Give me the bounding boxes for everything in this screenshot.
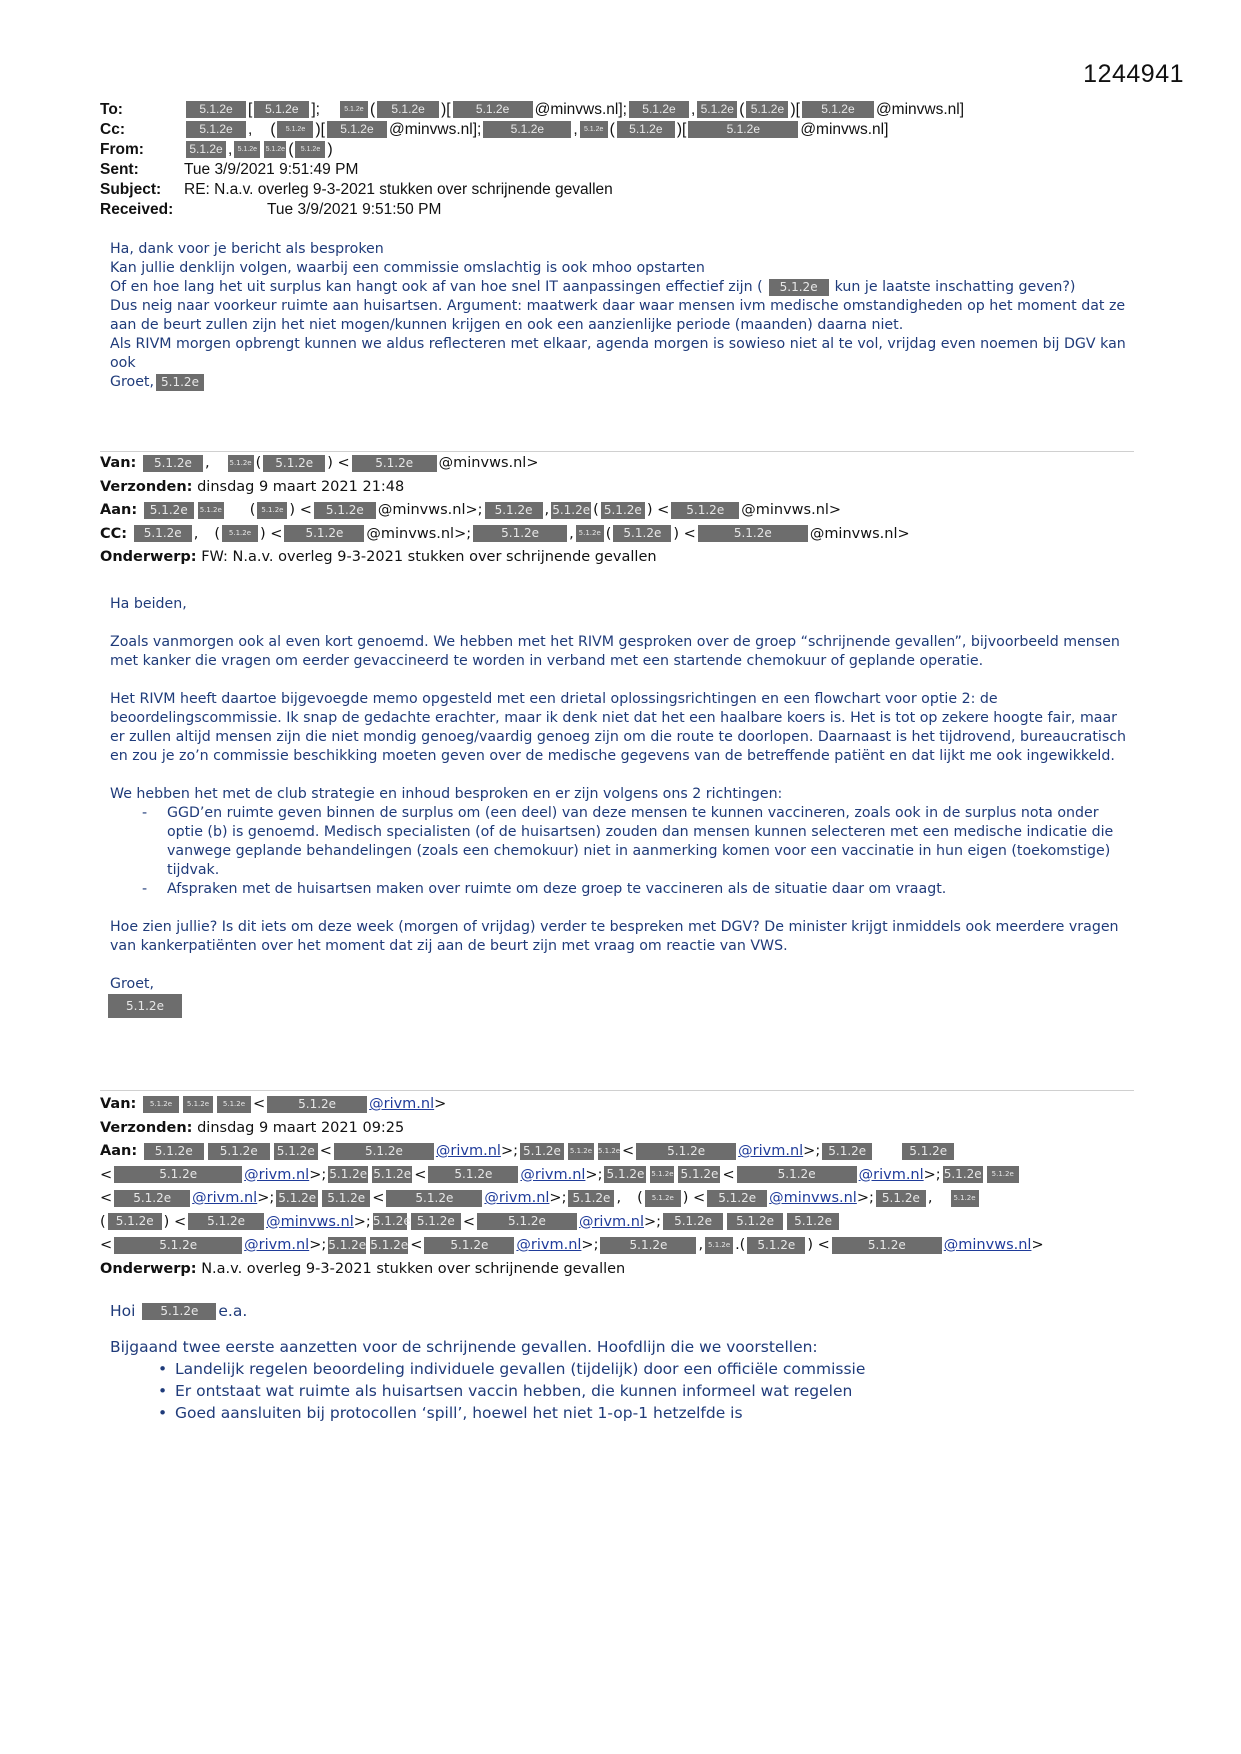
list-item: • Landelijk regelen beoordeling individuele gevallen (tijdelijk) door een officiële commissie [110,1358,1130,1380]
redaction: 5.1.2e [411,1213,461,1230]
redaction: 5.1.2e [143,1096,179,1113]
redaction: 5.1.2e [598,1143,620,1160]
redaction: 5.1.2e [951,1190,979,1207]
redaction: 5.1.2e [428,1166,518,1183]
redaction: 5.1.2e [769,279,829,296]
separator [100,1090,1134,1091]
from-label: From: [100,141,144,158]
redaction: 5.1.2e [340,101,368,118]
list-item: • Goed aansluiten bij protocollen ‘spill’, hoewel het niet 1-op-1 hetzelfde is [110,1402,1130,1424]
document-id: 1244941 [1083,60,1184,88]
orig-onderwerp-row: Onderwerp: N.a.v. overleg 9-3-2021 stukken over schrijnende gevallen [100,1260,626,1277]
redaction: 5.1.2e [114,1166,242,1183]
redaction: 5.1.2e [264,141,286,158]
redaction: 5.1.2e [222,525,258,542]
email-link[interactable]: @minvws.nl [266,1213,354,1230]
email-link[interactable]: @rivm.nl [244,1237,310,1253]
reply-line: Dus neig naar voorkeur ruimte aan huisartsen. Argument: maatwerk daar waar mensen ivm medische omstandigheden op het moment dat ze aan de beurt zullen zijn het niet mogen/kunnen krijgen en ook een aanzienlijke periode (maanden) daarna niet. [110,298,1126,333]
reply-line: Ha, dank voor je bericht als besproken [110,241,384,257]
orig-header [100,1093,1044,1281]
email-link[interactable]: @rivm.nl [738,1143,804,1159]
redaction: 5.1.2e [697,101,737,118]
redaction: 5.1.2e [143,455,203,472]
cc-label: Cc: [100,121,125,138]
redaction: 5.1.2e [698,525,808,542]
reply-line: Als RIVM morgen opbrengt kunnen we aldus reflecteren met elkaar, agenda morgen is sowieso niet al te vol, vrijdag even noemen bij DGV kan ook [110,336,1126,371]
orig-aan-row: < 5.1.2e @rivm.nl>; 5.1.2e 5.1.2e < 5.1.2e @rivm.nl>; 5.1.2e , 5.1.2e .( 5.1.2e ) < 5.1.2e @minvws.nl> [100,1237,1044,1253]
redaction: 5.1.2e [142,1303,216,1320]
email-link[interactable]: @rivm.nl [578,1213,644,1230]
email-domain: @minvws.nl [388,121,473,138]
fw-greeting: Ha beiden, [110,596,187,612]
redaction: 5.1.2e [747,1237,805,1254]
redaction: 5.1.2e [705,1237,733,1254]
redaction: 5.1.2e [576,525,604,542]
redaction: 5.1.2e [580,121,608,138]
email-link[interactable]: @rivm.nl [484,1190,550,1206]
fw-paragraph: Het RIVM heeft daartoe bijgevoegde memo opgesteld met een drietal oplossingsrichtingen en een flowchart voor optie 2: de beoordelingscommissie. Ik snap de gedachte erachter, maar ik denk niet dat het een haalbare koers is. Het is tot op zekere hoogte fair, maar er zullen altijd mensen zijn die niet mondig genoeg/vaardig genoeg zijn om die route te doorlopen. Daarnaast is het tijdrovend, bureaucratisch en zou je zo’n commissie beschikking moeten geven over de medische gegevens van de betreffende patiënt en dat lijkt me ook ingewikkeld. [110,691,1127,764]
fw-paragraph: Hoe zien jullie? Is dit iets om deze week (morgen of vrijdag) verder te bespreken met DGV? De minister krijgt inmiddels ook meerdere vragen van kankerpatiënten over het moment dat zij aan de beurt zijn met vraag om reactie van VWS. [110,919,1119,954]
redaction: 5.1.2e [334,1143,434,1160]
redaction: 5.1.2e [453,101,533,118]
email-link[interactable]: @rivm.nl [520,1166,586,1183]
fw-van-row: Van: 5.1.2e , 5.1.2e ( 5.1.2e ) < 5.1.2e @minvws.nl> [100,455,539,471]
received-label: Received: [100,201,174,218]
redaction: 5.1.2e [263,455,325,472]
redaction: 5.1.2e [600,1237,696,1254]
redaction: 5.1.2e [228,455,254,472]
email-link[interactable]: @rivm.nl [858,1166,924,1183]
redaction: 5.1.2e [274,1143,318,1160]
redaction: 5.1.2e [613,525,671,542]
redaction: 5.1.2e [144,502,194,519]
email-domain: @minvws.nl [875,101,960,118]
email-link[interactable]: @minvws.nl [769,1190,857,1206]
redaction: 5.1.2e [377,101,439,118]
redaction: 5.1.2e [520,1143,564,1160]
redaction: 5.1.2e [663,1213,723,1230]
list-item: - GGD’en ruimte geven binnen de surplus om (een deel) van deze mensen te kunnen vaccineren, zoals ook in de surplus nota onder optie (b) is genoemd. Medisch specialisten (of de huisartsen) zouden dan mensen kunnen selecteren met een medische indicatie die vanwege geplande behandelingen (zoals een chemokuur) niet in aanmerking komen voor een vaccinatie in hun eigen (toekomstige) tijdvak. [110,804,1130,880]
redaction: 5.1.2e [737,1166,857,1183]
sent-value: Tue 3/9/2021 9:51:49 PM [184,161,359,178]
redaction: 5.1.2e [276,1190,318,1207]
subject-label: Subject: [100,181,162,198]
fw-aan-row: Aan: 5.1.2e 5.1.2e ( 5.1.2e ) < 5.1.2e @minvws.nl>; 5.1.2e , 5.1.2e ( 5.1.2e ) < 5.1.2e @minvws.nl> [100,502,842,518]
redaction: 5.1.2e [802,101,874,118]
orig-verzonden-row: Verzonden: dinsdag 9 maart 2021 09:25 [100,1119,405,1136]
fw-cc-row: CC: 5.1.2e , ( 5.1.2e ) < 5.1.2e @minvws.nl>; 5.1.2e , 5.1.2e ( 5.1.2e ) < 5.1.2e @minvws.nl> [100,525,910,542]
redaction: 5.1.2e [568,1190,614,1207]
redaction: 5.1.2e [832,1237,942,1254]
to-row: To: 5.1.2e [ 5.1.2e ]; 5.1.2e ( 5.1.2e )[ 5.1.2e @minvws.nl]; 5.1.2e , 5.1.2e ( 5.1.2e )[ 5.1.2e @minvws.nl] [100,101,965,118]
redaction: 5.1.2e [876,1190,926,1207]
redaction: 5.1.2e [267,1096,367,1113]
email-link[interactable]: @rivm.nl [192,1190,258,1206]
fw-options-list [110,804,1130,899]
fw-verzonden-row: Verzonden: dinsdag 9 maart 2021 21:48 [100,478,405,495]
redaction: 5.1.2e [943,1167,982,1181]
redaction: 5.1.2e [822,1143,872,1160]
redaction: 5.1.2e [257,502,287,519]
email-link[interactable]: @rivm.nl [435,1143,501,1159]
email-link[interactable]: @minvws.nl [943,1237,1032,1253]
redaction: 5.1.2e [198,502,224,519]
orig-bullet-list [110,1358,1130,1424]
redaction: 5.1.2e [902,1143,954,1160]
redaction: 5.1.2e [217,1096,251,1113]
email-domain: @minvws.nl [534,101,619,118]
redaction: 5.1.2e [485,502,543,519]
fw-header [100,452,910,570]
redaction: 5.1.2e [601,502,645,519]
redaction: 5.1.2e [987,1166,1019,1183]
redaction: 5.1.2e [386,1190,482,1207]
redaction: 5.1.2e [787,1213,839,1230]
redaction: 5.1.2e [186,101,246,118]
email-link[interactable]: @rivm.nl [516,1237,582,1253]
email-link[interactable]: @rivm.nl [244,1166,310,1183]
orig-aan-row: Aan: 5.1.2e 5.1.2e 5.1.2e < 5.1.2e @rivm.nl>; 5.1.2e 5.1.2e 5.1.2e < 5.1.2e @rivm.nl>; 5.1.2e 5.1.2e [100,1140,1044,1164]
reply-line: Kan jullie denklijn volgen, waarbij een commissie omslachtig is ook mhoo opstarten [110,260,705,276]
list-item: - Afspraken met de huisartsen maken over ruimte om deze groep te vaccineren als de situatie daar om vraagt. [110,880,1130,899]
redaction: 5.1.2e [327,121,387,138]
orig-aan-row: < 5.1.2e @rivm.nl>; 5.1.2e 5.1.2e < 5.1.2e @rivm.nl>; 5.1.2e , ( 5.1.2e ) < 5.1.2e @minvws.nl>; 5.1.2e , 5.1.2e [100,1187,1044,1211]
redaction: 5.1.2e [322,1190,370,1207]
list-item: • Er ontstaat wat ruimte als huisartsen vaccin hebben, die kunnen informeel wat regelen [110,1380,1130,1402]
redaction: 5.1.2e [208,1143,270,1160]
redaction: 5.1.2e [552,502,591,517]
orig-greeting: Hoi 5.1.2e e.a. [110,1302,248,1320]
redaction: 5.1.2e [372,1214,411,1228]
orig-aan-row: < 5.1.2e @rivm.nl>; 5.1.2e 5.1.2e < 5.1.2e @rivm.nl>; 5.1.2e 5.1.2e 5.1.2e < 5.1.2e @rivm.nl>; 5.1.2e 5.1.2e [100,1164,1044,1188]
redaction: 5.1.2e [688,121,798,138]
received-row [100,201,441,219]
from-row: From: 5.1.2e , 5.1.2e 5.1.2e ( 5.1.2e ) [100,141,333,158]
reply-line: Of en hoe lang het uit surplus kan hangt ook af van hoe snel IT aanpassingen effectief zijn ( 5.1.2e kun je laatste inschatting geven?) [110,279,1076,295]
fw-paragraph: Zoals vanmorgen ook al even kort genoemd. We hebben met het RIVM gesproken over de groep “schrijnende gevallen”, bijvoorbeeld mensen met kanker die vragen om eerder gevaccineerd te worden in verband met een startende chemokuur of geplande operatie. [110,634,1120,669]
email-link[interactable]: @rivm.nl [369,1096,435,1112]
reply-sign: Groet, 5.1.2e [110,373,1130,392]
redaction: 5.1.2e [352,455,437,472]
fw-onderwerp-row: Onderwerp: FW: N.a.v. overleg 9-3-2021 stukken over schrijnende gevallen [100,549,657,565]
redaction: 5.1.2e [473,525,567,542]
redaction: 5.1.2e [108,994,182,1018]
redaction: 5.1.2e [114,1237,242,1254]
received-value: Tue 3/9/2021 9:51:50 PM [267,201,442,218]
redaction: 5.1.2e [284,525,364,542]
redaction: 5.1.2e [108,1213,162,1230]
redaction: 5.1.2e [134,525,192,542]
reply-body [110,240,1130,392]
sent-label: Sent: [100,161,139,178]
redaction: 5.1.2e [636,1143,736,1160]
sent-row [100,161,358,179]
redaction: 5.1.2e [707,1190,767,1207]
orig-aan-row: ( 5.1.2e ) < 5.1.2e @minvws.nl>; 5.1.2e 5.1.2e < 5.1.2e @rivm.nl>; 5.1.2e 5.1.2e 5.1.2e [100,1211,1044,1235]
redaction: 5.1.2e [483,121,571,138]
redaction: 5.1.2e [424,1237,514,1254]
fw-body [110,595,1130,1018]
redaction: 5.1.2e [617,121,675,138]
redaction: 5.1.2e [329,1167,368,1181]
redaction: 5.1.2e [314,502,376,519]
cc-row: Cc: 5.1.2e , ( 5.1.2e )[ 5.1.2e @minvws.nl]; 5.1.2e , 5.1.2e ( 5.1.2e )[ 5.1.2e @minvws.nl] [100,121,889,138]
redaction: 5.1.2e [746,101,788,118]
redaction: 5.1.2e [629,101,689,118]
orig-intro: Bijgaand twee eerste aanzetten voor de schrijnende gevallen. Hoofdlijn die we voorstellen: [110,1338,818,1356]
subject-row [100,181,613,199]
redaction: 5.1.2e [295,141,325,158]
orig-van-row: Van: 5.1.2e 5.1.2e 5.1.2e < 5.1.2e @rivm.nl> [100,1096,447,1112]
redaction: 5.1.2e [477,1213,577,1230]
redaction: 5.1.2e [568,1143,594,1160]
to-label: To: [100,101,123,118]
redaction: 5.1.2e [254,101,309,118]
redaction: 5.1.2e [144,1143,204,1160]
redaction: 5.1.2e [183,1096,213,1113]
subject-value: RE: N.a.v. overleg 9-3-2021 stukken over schrijnende gevallen [184,181,613,198]
redaction: 5.1.2e [373,1167,412,1181]
redaction: 5.1.2e [186,121,246,138]
fw-paragraph: We hebben het met de club strategie en inhoud besproken en er zijn volgens ons 2 richtingen: [110,786,783,802]
redaction: 5.1.2e [277,121,313,138]
email-domain: @minvws.nl [800,121,885,138]
redaction: 5.1.2e [727,1213,783,1230]
redaction: 5.1.2e [645,1190,681,1207]
redaction: 5.1.2e [186,141,226,158]
orig-body [110,1300,1130,1424]
redaction: 5.1.2e [650,1166,674,1183]
redaction: 5.1.2e [604,1166,646,1183]
redaction: 5.1.2e [328,1237,367,1252]
redaction: 5.1.2e [156,374,204,391]
redaction: 5.1.2e [188,1213,264,1230]
redaction: 5.1.2e [678,1166,720,1183]
redaction: 5.1.2e [234,141,260,158]
fw-sign: Groet, [110,976,154,992]
fw-signature [110,994,1130,1018]
redaction: 5.1.2e [671,502,739,519]
redaction: 5.1.2e [370,1237,409,1252]
redaction: 5.1.2e [114,1190,190,1207]
